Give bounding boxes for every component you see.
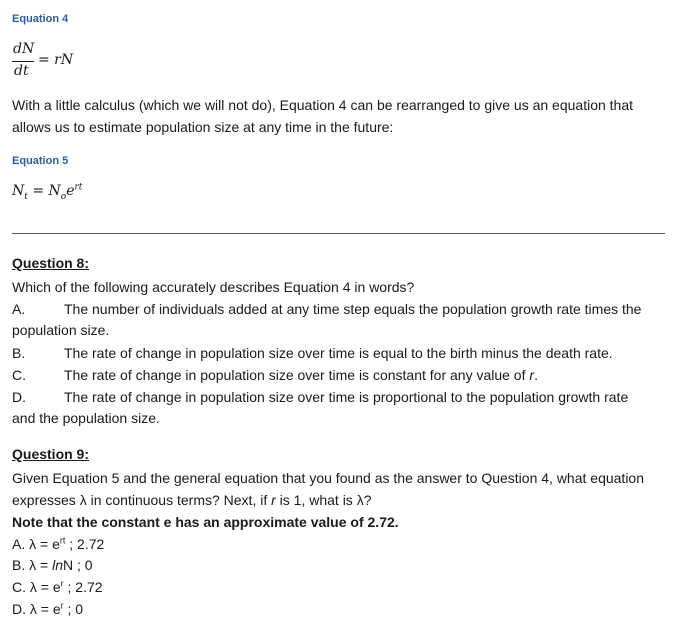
eq4-numerator: dN — [13, 41, 35, 57]
eq5-expression: $N_t = N_oe^{rt}$ — [12, 182, 83, 202]
eq4-fraction-bar — [12, 61, 34, 62]
q8-option-d-letter: D. — [12, 389, 26, 405]
equation-4-label: Equation 4 — [12, 13, 69, 25]
q8-option-a-cont: population size. — [12, 322, 110, 338]
eq4-denominator: dt — [14, 63, 29, 79]
q9-option-d: D. $\lambda = e^r$ ; 0 — [12, 600, 84, 617]
question-8-prompt: Which of the following accurately describes Equation 4 in words? — [12, 279, 415, 295]
question-9-prompt-line-1: Given Equation 5 and the general equation that you found as the answer to Question 4, what equation — [12, 470, 645, 486]
equation-5-label: Equation 5 — [12, 155, 69, 167]
q8-option-b-letter: B. — [12, 345, 26, 361]
intro-line-2: allows us to estimate population size at any time in the future: — [12, 119, 394, 135]
q8-option-a-text: The number of individuals added at any time step equals the population growth rate times the — [64, 301, 642, 317]
q8-option-a-letter: A. — [12, 301, 26, 317]
eq4-rhs: = rN — [38, 52, 74, 68]
q9-option-a: A. $\lambda = e^{rt}$ ; 2.72 — [12, 535, 105, 552]
question-9-heading: Question 9: — [12, 446, 90, 462]
question-9-note: Note that the constant e has an approximate value of 2.72. — [12, 514, 399, 530]
q8-option-c-text: The rate of change in population size over time is constant for any value of r. — [64, 367, 538, 383]
question-9-prompt-line-2: expresses λ in continuous terms? Next, if r is 1, what is λ? — [12, 492, 372, 508]
q8-option-d-text: The rate of change in population size over time is proportional to the population growth rate — [64, 389, 629, 405]
intro-line-1: With a little calculus (which we will not do), Equation 4 can be rearranged to give us an equation that — [12, 97, 634, 113]
q8-option-b-text: The rate of change in population size over time is equal to the birth minus the death rate. — [64, 345, 613, 361]
q9-option-b: B. λ = lnN ; 0 — [12, 557, 93, 573]
q8-option-c-letter: C. — [12, 367, 26, 383]
q9-option-c: C. $\lambda = e^r$ ; 2.72 — [12, 578, 103, 595]
q8-option-d-cont: and the population size. — [12, 410, 160, 426]
question-8-heading: Question 8: — [12, 255, 90, 271]
section-divider — [12, 233, 665, 234]
